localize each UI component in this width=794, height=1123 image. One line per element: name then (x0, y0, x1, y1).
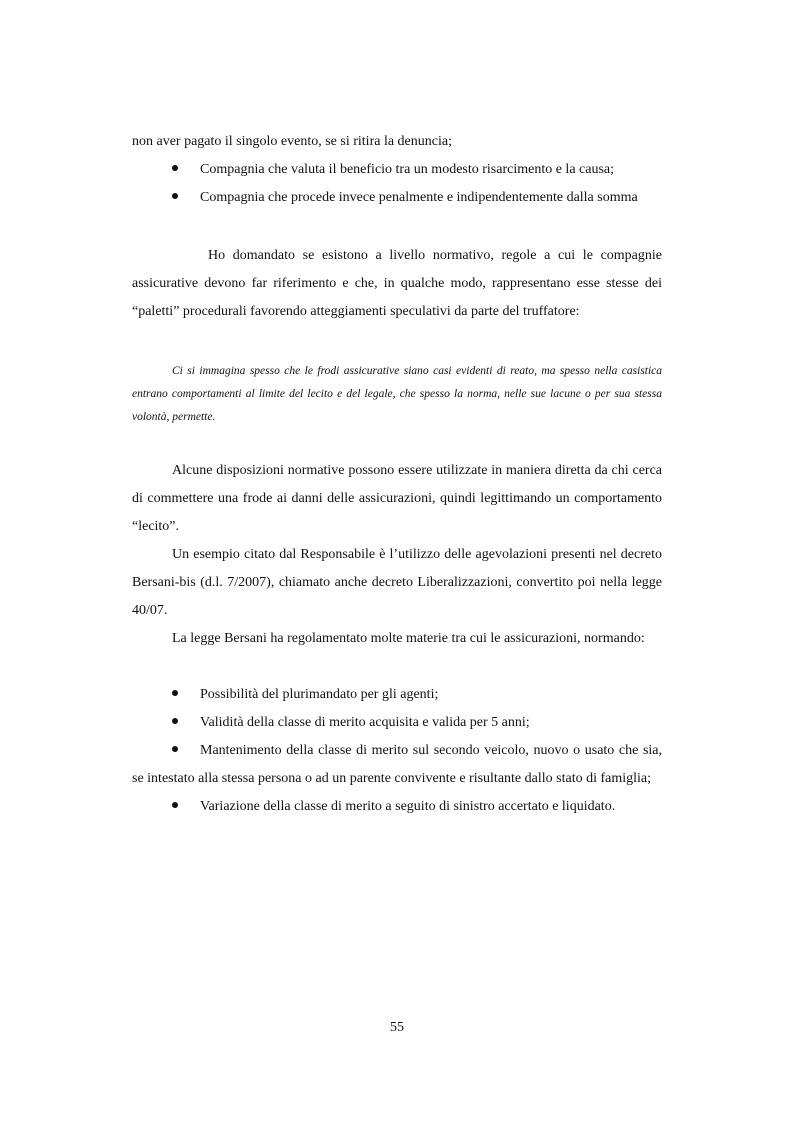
list-item-text: Mantenimento della classe di merito sul secondo veicolo, nuovo o usato che sia, se intestato alla stessa persona o ad un parente convivente e risultante dallo stato di famiglia; (132, 743, 662, 786)
page-body (132, 128, 662, 821)
spacer (132, 653, 662, 681)
bullet-icon (172, 746, 178, 752)
list-item (132, 737, 662, 793)
bullet-icon (172, 690, 178, 696)
paragraph: La legge Bersani ha regolamentato molte materie tra cui le assicurazioni, normando: (172, 631, 645, 646)
bullet-text: Compagnia che valuta il beneficio tra un modesto risarcimento e la causa; (200, 162, 615, 177)
spacer (132, 212, 662, 242)
bullet-icon (172, 165, 178, 171)
paragraph-continuation: non aver pagato il singolo evento, se si ritira la denuncia; (132, 134, 452, 149)
interview-quote: Ci si immagina spesso che le frodi assicurative siano casi evidenti di reato, ma spesso nella casistica entrano comportamenti al limite del lecito e del legale, che spesso la norma, nelle sue lacune o per sua stessa volontà, permette. (132, 365, 662, 423)
bullet-text: Compagnia che procede invece penalmente e indipendentemente dalla somma (200, 190, 638, 205)
list-item-text: Validità della classe di merito acquisita e valida per 5 anni; (200, 715, 530, 730)
list-item (132, 681, 662, 709)
list-item-text: Possibilità del plurimandato per gli agenti; (200, 687, 439, 702)
paragraph: Un esempio citato dal Responsabile è l’utilizzo delle agevolazioni presenti nel decreto Bersani-bis (d.l. 7/2007), chiamato anche decreto Liberalizzazioni, convertito poi nella legge 40/07. (132, 547, 662, 618)
bullet-item (132, 156, 662, 184)
bullet-icon (172, 193, 178, 199)
page-number: 55 (390, 1020, 404, 1035)
bullet-icon (172, 718, 178, 724)
paragraph-question: Ho domandato se esistono a livello normativo, regole a cui le compagnie assicurative devono far riferimento e che, in qualche modo, rappresentano esse stesse dei “paletti” procedurali favorendo atteggiamenti speculativi da parte del truffatore: (132, 248, 662, 319)
list-item-text: Variazione della classe di merito a seguito di sinistro accertato e liquidato. (200, 799, 616, 814)
bullet-item (132, 184, 662, 212)
spacer (132, 429, 662, 457)
paragraph: Alcune disposizioni normative possono essere utilizzate in maniera diretta da chi cerca di commettere una frode ai danni delle assicurazioni, quindi legittimando un comportamento “lecito”. (132, 463, 662, 534)
bullet-icon (172, 802, 178, 808)
list-item (132, 793, 662, 821)
list-item (132, 709, 662, 737)
